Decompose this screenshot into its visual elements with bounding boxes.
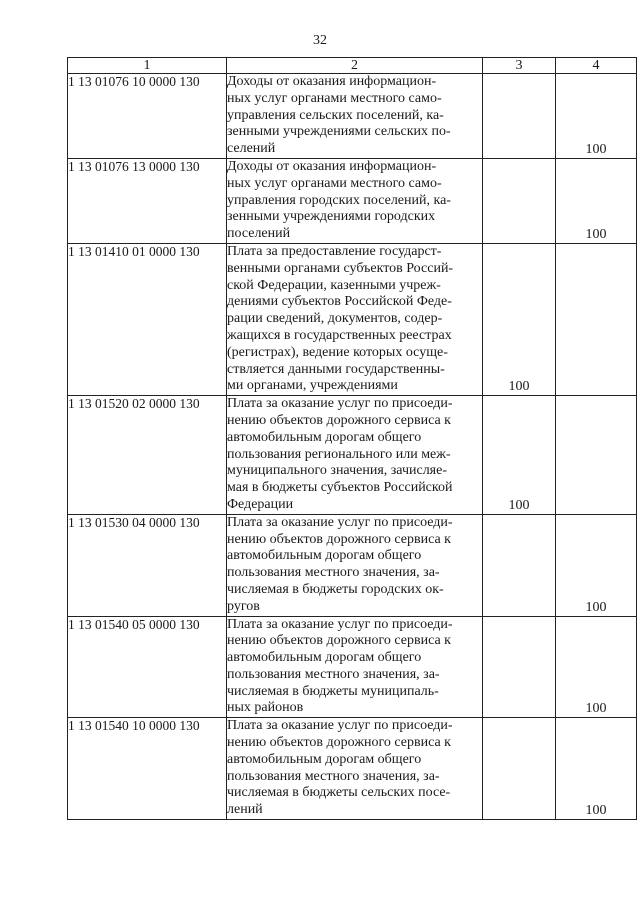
description-line: нению объектов дорожного сервиса к (227, 633, 451, 649)
description-line: числяемая в бюджеты городских ок- (227, 581, 444, 597)
description-line: зенными учреждениями сельских по- (227, 124, 451, 140)
description-line: ругов (227, 598, 260, 614)
description-line: числяемая в бюджеты сельских посе- (227, 785, 451, 801)
description-line: поселений (227, 226, 291, 242)
description-line: жащихся в государственных реестрах (227, 327, 452, 343)
column-3-cell (483, 718, 556, 820)
description-line: автомобильным дорогам общего (227, 650, 422, 666)
description-line: дениями субъектов Российской Феде- (227, 294, 452, 310)
income-code: 1 13 01410 01 0000 130 (68, 243, 227, 395)
description-line: (регистрах), ведение которых осуще- (227, 344, 448, 360)
table-row (68, 74, 637, 159)
income-description (227, 616, 483, 718)
income-code: 1 13 01076 13 0000 130 (68, 158, 227, 243)
description-line: лений (227, 802, 263, 818)
income-description (227, 243, 483, 395)
description-line: Плата за оказание услуг по присоеди- (227, 396, 453, 412)
income-code: 1 13 01540 10 0000 130 (68, 718, 227, 820)
description-line: нению объектов дорожного сервиса к (227, 412, 451, 428)
column-4-cell (556, 616, 637, 718)
table-row (68, 718, 637, 820)
description-line: управления сельских поселений, ка- (227, 107, 444, 123)
description-line: ми органами, учреждениями (227, 378, 398, 394)
column-header-3: 3 (483, 58, 556, 74)
income-code: 1 13 01076 10 0000 130 (68, 74, 227, 159)
description-line: нению объектов дорожного сервиса к (227, 735, 451, 751)
column-3-cell (483, 158, 556, 243)
description-line: Плата за оказание услуг по присоеди- (227, 616, 453, 632)
column-3-value: 100 (508, 497, 530, 513)
description-line: Плата за оказание услуг по присоеди- (227, 514, 453, 530)
column-4-value: 100 (585, 142, 607, 158)
income-codes-table (67, 57, 637, 820)
column-3-cell (483, 243, 556, 395)
column-4-value: 100 (585, 803, 607, 819)
income-code: 1 13 01540 05 0000 130 (68, 616, 227, 718)
description-line: зенными учреждениями городских (227, 209, 436, 225)
description-line: пользования местного значения, за- (227, 768, 440, 784)
description-line: рации сведений, документов, содер- (227, 311, 443, 327)
description-line: мая в бюджеты субъектов Российской (227, 480, 453, 496)
description-line: числяемая в бюджеты муниципаль- (227, 683, 439, 699)
column-4-value: 100 (585, 227, 607, 243)
column-header-4: 4 (556, 58, 637, 74)
income-description (227, 514, 483, 616)
description-line: ных районов (227, 700, 304, 716)
column-4-cell (556, 514, 637, 616)
description-line: автомобильным дорогам общего (227, 751, 422, 767)
income-description (227, 158, 483, 243)
description-line: Плата за оказание услуг по присоеди- (227, 718, 453, 734)
column-4-cell (556, 718, 637, 820)
description-line: управления городских поселений, ка- (227, 192, 451, 208)
table-row (68, 243, 637, 395)
description-line: пользования местного значения, за- (227, 565, 440, 581)
description-line: селений (227, 141, 276, 157)
column-4-value: 100 (585, 701, 607, 717)
column-4-cell (556, 396, 637, 515)
page-number: 32 (313, 33, 327, 48)
column-3-cell (483, 396, 556, 515)
description-line: Плата за предоставление государст- (227, 243, 442, 259)
column-3-cell (483, 616, 556, 718)
description-line: пользования регионального или меж- (227, 446, 451, 462)
description-line: Доходы от оказания информацион- (227, 158, 437, 174)
income-description (227, 74, 483, 159)
income-description (227, 396, 483, 515)
description-line: пользования местного значения, за- (227, 666, 440, 682)
description-line: ных услуг органами местного само- (227, 175, 442, 191)
description-line: ской Федерации, казенными учреж- (227, 277, 441, 293)
header-row (68, 58, 637, 74)
column-header-1: 1 (68, 58, 227, 74)
column-3-value: 100 (508, 379, 530, 395)
description-line: нению объектов дорожного сервиса к (227, 531, 451, 547)
description-line: венными органами субъектов Россий- (227, 260, 454, 276)
table-row (68, 616, 637, 718)
description-line: автомобильным дорогам общего (227, 429, 422, 445)
description-line: ствляется данными государственны- (227, 361, 445, 377)
column-header-2: 2 (227, 58, 483, 74)
income-code: 1 13 01530 04 0000 130 (68, 514, 227, 616)
income-code: 1 13 01520 02 0000 130 (68, 396, 227, 515)
column-4-value: 100 (585, 599, 607, 615)
column-4-cell (556, 243, 637, 395)
column-4-cell (556, 158, 637, 243)
income-description (227, 718, 483, 820)
description-line: муниципального значения, зачисляе- (227, 463, 448, 479)
description-line: Федерации (227, 496, 294, 512)
table-row (68, 158, 637, 243)
description-line: автомобильным дорогам общего (227, 548, 422, 564)
table-row (68, 514, 637, 616)
table-row (68, 396, 637, 515)
column-4-cell (556, 74, 637, 159)
column-3-cell (483, 514, 556, 616)
description-line: ных услуг органами местного само- (227, 90, 442, 106)
description-line: Доходы от оказания информацион- (227, 74, 437, 89)
column-3-cell (483, 74, 556, 159)
